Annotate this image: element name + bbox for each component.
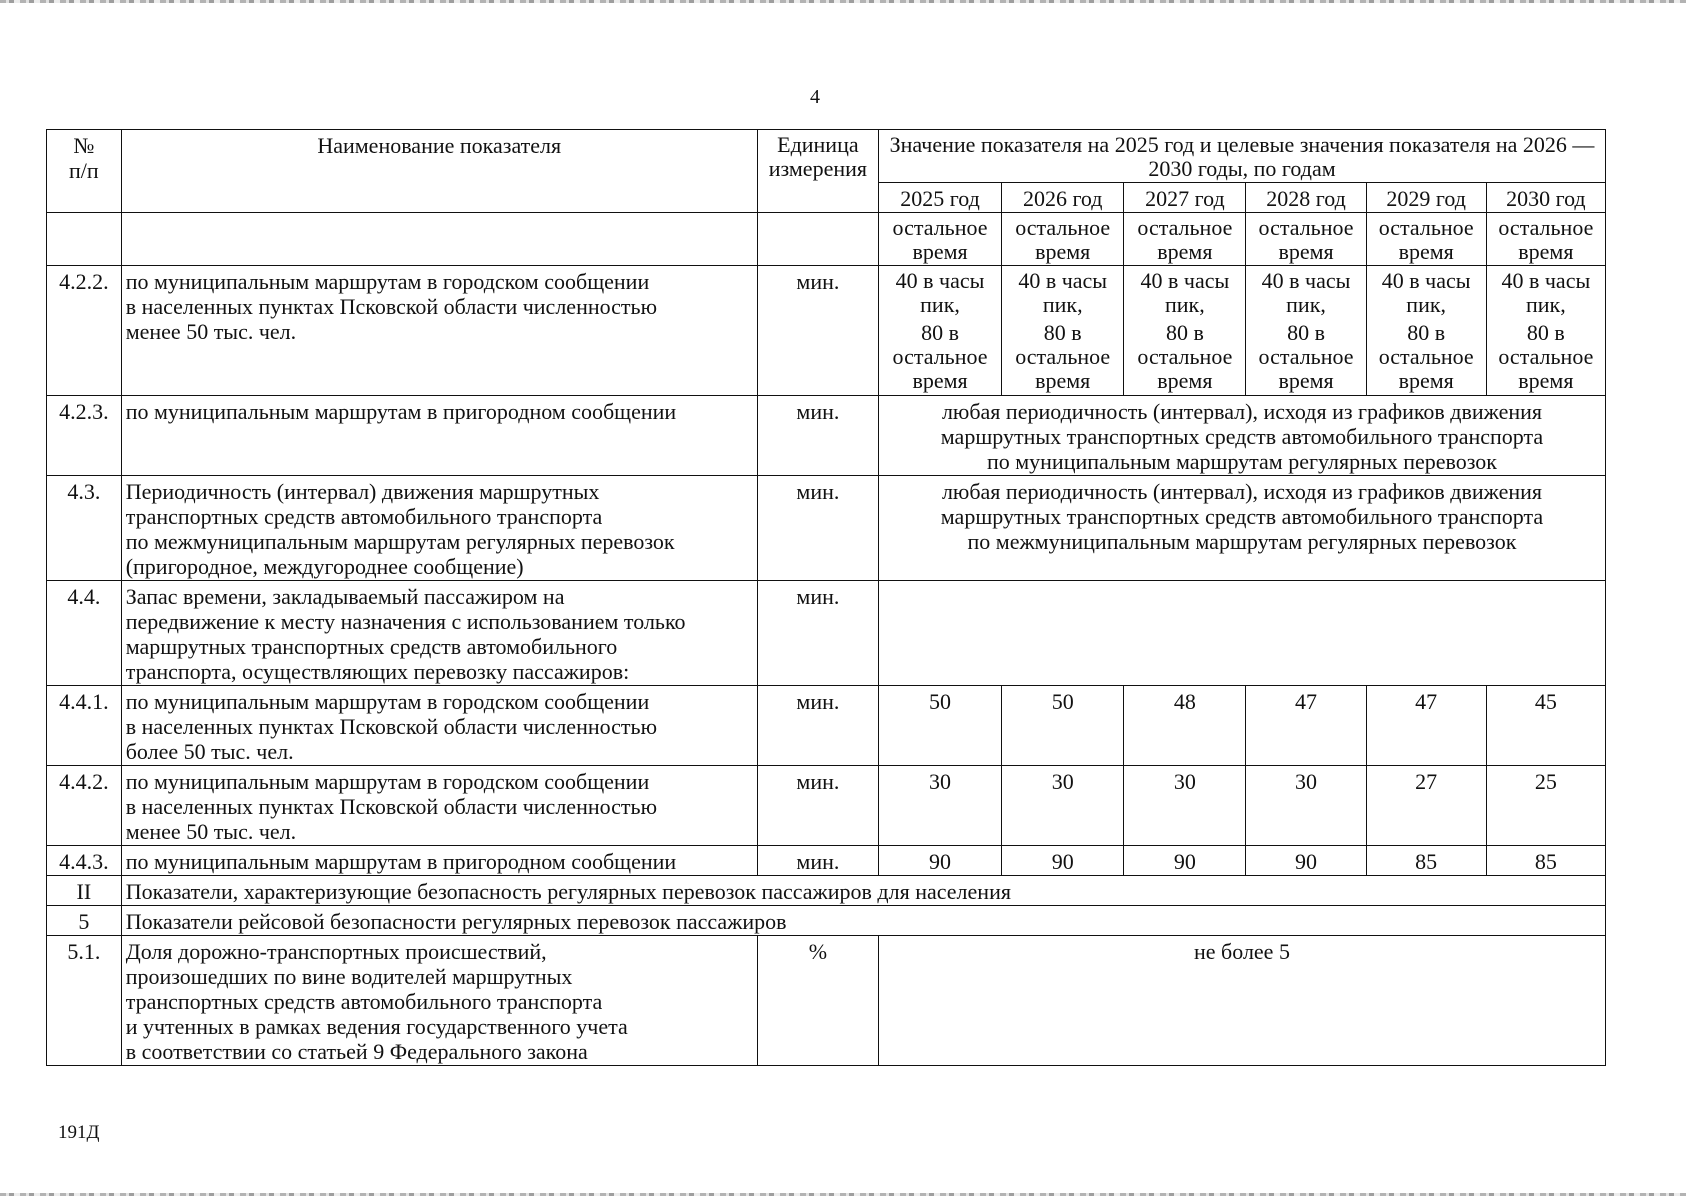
year-header: 2028 год (1246, 183, 1366, 213)
value-cell: 50 (1002, 686, 1124, 766)
section-title: Показатели, характеризующие безопасность регулярных перевозок пассажиров для населения (121, 876, 1605, 906)
merged-value: любая периодичность (интервал), исходя из графиков движения маршрутных транспортных средств автомобильного транспорта по муниципальным маршрутам регулярных перевозок (878, 396, 1605, 476)
value-cell: 85 (1366, 846, 1486, 876)
value-cell: 27 (1366, 766, 1486, 846)
row-num (47, 213, 122, 266)
row-name: по муниципальным маршрутам в городском сообщении в населенных пунктах Псковской области численностью более 50 тыс. чел. (121, 686, 757, 766)
section-row (47, 906, 1606, 936)
value-cell: остальное время (1366, 213, 1486, 266)
header-values: Значение показателя на 2025 год и целевые значения показателя на 2026 — 2030 годы, по годам (878, 130, 1605, 183)
row-name: Периодичность (интервал) движения маршрутных транспортных средств автомобильного транспорта по межмуниципальным маршрутам регулярных перевозок (пригородное, междугороднее сообщение) (121, 476, 757, 581)
value-cell: 30 (1002, 766, 1124, 846)
value-cell (1002, 266, 1124, 396)
value-cell (1246, 266, 1366, 396)
merged-value (878, 581, 1605, 686)
table-row (47, 396, 1606, 476)
value-cell: остальное время (1246, 213, 1366, 266)
row-name: по муниципальным маршрутам в городском сообщении в населенных пунктах Псковской области численностью менее 50 тыс. чел. (121, 266, 757, 396)
header-unit: Единица измерения (757, 130, 878, 213)
value-cell: 90 (878, 846, 1001, 876)
offpeak-value: 80 в остальное время (1498, 320, 1594, 393)
offpeak-value: 80 в остальное время (892, 320, 988, 393)
section-row (47, 876, 1606, 906)
row-name (121, 213, 757, 266)
year-header: 2030 год (1486, 183, 1605, 213)
table-body (47, 130, 1606, 1066)
value-cell (1124, 266, 1246, 396)
row-num: 4.4. (47, 581, 122, 686)
value-cell (1366, 266, 1486, 396)
row-unit: мин. (757, 476, 878, 581)
row-unit: мин. (757, 846, 878, 876)
row-num: 4.2.3. (47, 396, 122, 476)
value-cell: 90 (1124, 846, 1246, 876)
row-name: Доля дорожно-транспортных происшествий, произошедших по вине водителей маршрутных транспортных средств автомобильного транспорта и учтенных в рамках ведения государственного учета в соответствии со статьей 9 Федерального закона (121, 936, 757, 1066)
offpeak-value: 80 в остальное время (1137, 320, 1233, 393)
peak-value: 40 в часы пик, (895, 268, 985, 317)
year-header: 2025 год (878, 183, 1001, 213)
table-row (47, 686, 1606, 766)
row-num: 4.2.2. (47, 266, 122, 396)
row-unit: мин. (757, 581, 878, 686)
scan-edge-top (0, 0, 1686, 3)
row-unit: мин. (757, 766, 878, 846)
row-name: по муниципальным маршрутам в пригородном сообщении (121, 846, 757, 876)
row-num: 5.1. (47, 936, 122, 1066)
value-cell: 50 (878, 686, 1001, 766)
row-num: 4.4.2. (47, 766, 122, 846)
row-num: 4.3. (47, 476, 122, 581)
section-title: Показатели рейсовой безопасности регулярных перевозок пассажиров (121, 906, 1605, 936)
value-cell (1486, 266, 1605, 396)
row-unit (757, 213, 878, 266)
table-row (47, 581, 1606, 686)
table-row (47, 936, 1606, 1066)
peak-value: 40 в часы пик, (1140, 268, 1230, 317)
value-cell: 90 (1246, 846, 1366, 876)
value-cell (878, 266, 1001, 396)
document-code: 191Д (58, 1122, 100, 1143)
row-num: 4.4.1. (47, 686, 122, 766)
offpeak-value: 80 в остальное время (1015, 320, 1111, 393)
value-cell: остальное время (1124, 213, 1246, 266)
peak-value: 40 в часы пик, (1018, 268, 1108, 317)
merged-value: не более 5 (878, 936, 1605, 1066)
row-name: по муниципальным маршрутам в городском сообщении в населенных пунктах Псковской области численностью менее 50 тыс. чел. (121, 766, 757, 846)
row-name: Запас времени, закладываемый пассажиром на передвижение к месту назначения с использованием только маршрутных транспортных средств автомобильного транспорта, осуществляющих перевозку пассажиров: (121, 581, 757, 686)
page-number: 4 (810, 86, 820, 108)
value-cell: 47 (1366, 686, 1486, 766)
row-num: II (47, 876, 122, 906)
offpeak-value: 80 в остальное время (1258, 320, 1354, 393)
value-cell: остальное время (1002, 213, 1124, 266)
row-unit: мин. (757, 686, 878, 766)
value-cell: 30 (1124, 766, 1246, 846)
year-header: 2026 год (1002, 183, 1124, 213)
peak-value: 40 в часы пик, (1261, 268, 1351, 317)
row-unit: мин. (757, 266, 878, 396)
table-row (47, 766, 1606, 846)
table-row (47, 266, 1606, 396)
row-name: по муниципальным маршрутам в пригородном сообщении (121, 396, 757, 476)
indicators-table (46, 129, 1606, 1066)
value-cell: 45 (1486, 686, 1605, 766)
value-cell: остальное время (1486, 213, 1605, 266)
value-cell: 30 (1246, 766, 1366, 846)
offpeak-value: 80 в остальное время (1378, 320, 1474, 393)
year-header: 2027 год (1124, 183, 1246, 213)
value-cell: 47 (1246, 686, 1366, 766)
value-cell: 85 (1486, 846, 1605, 876)
header-num: № п/п (47, 130, 122, 213)
row-unit: мин. (757, 396, 878, 476)
value-cell: остальное время (878, 213, 1001, 266)
peak-value: 40 в часы пик, (1501, 268, 1591, 317)
year-header: 2029 год (1366, 183, 1486, 213)
value-cell: 25 (1486, 766, 1605, 846)
header-row (47, 130, 1606, 183)
row-num: 5 (47, 906, 122, 936)
row-num: 4.4.3. (47, 846, 122, 876)
value-cell: 90 (1002, 846, 1124, 876)
peak-value: 40 в часы пик, (1381, 268, 1471, 317)
continued-row (47, 213, 1606, 266)
scan-edge-bottom (0, 1193, 1686, 1196)
merged-value: любая периодичность (интервал), исходя из графиков движения маршрутных транспортных средств автомобильного транспорта по межмуниципальным маршрутам регулярных перевозок (878, 476, 1605, 581)
header-name: Наименование показателя (121, 130, 757, 213)
table-row (47, 846, 1606, 876)
table-row (47, 476, 1606, 581)
value-cell: 30 (878, 766, 1001, 846)
row-unit: % (757, 936, 878, 1066)
value-cell: 48 (1124, 686, 1246, 766)
